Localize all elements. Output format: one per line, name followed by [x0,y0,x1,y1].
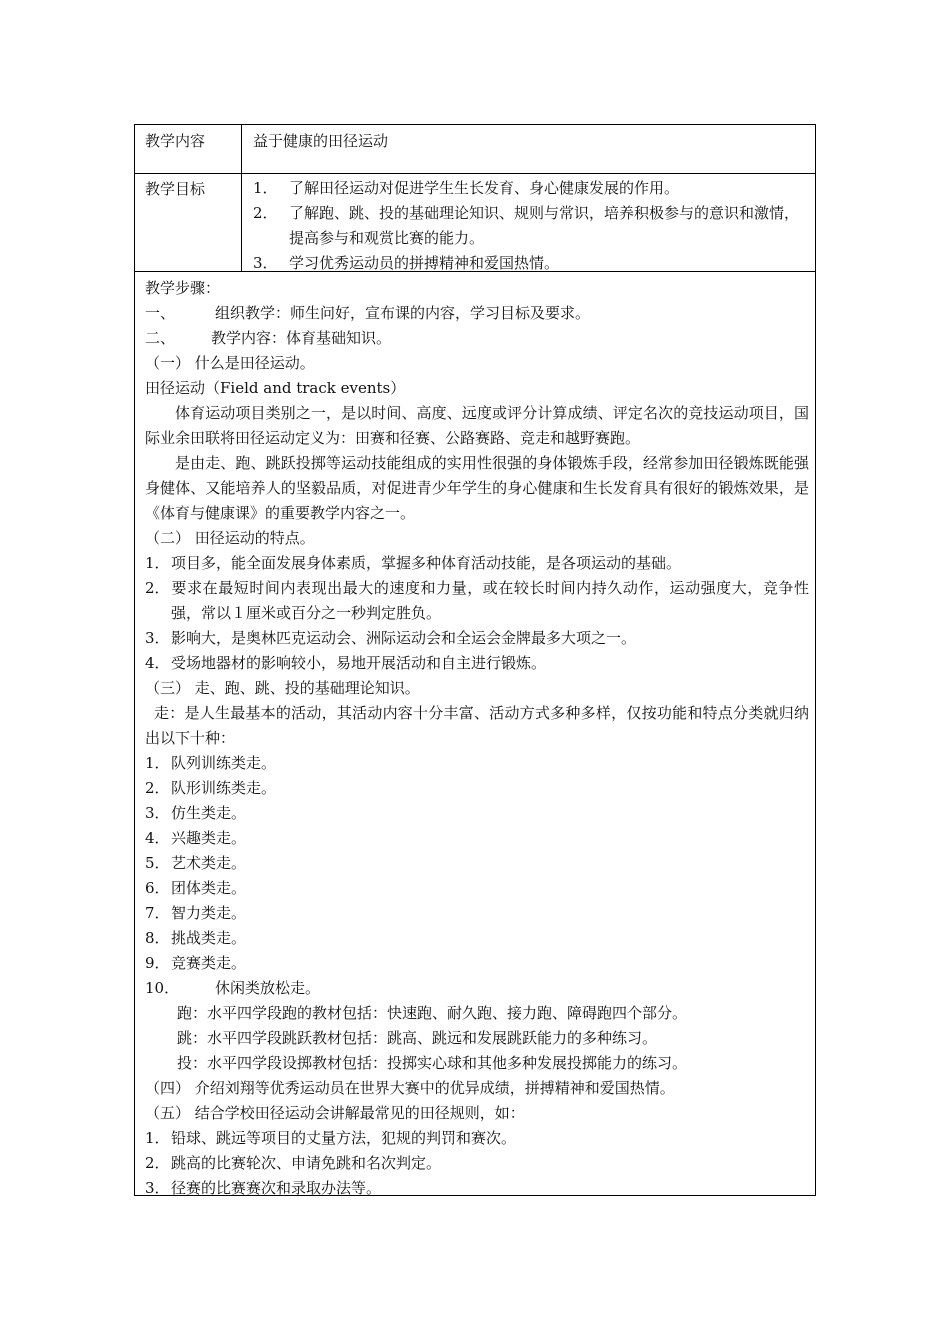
item-number: 3． [145,1179,170,1197]
item-number: 10． [145,979,180,997]
feature-item [145,576,809,626]
content-label: 教学内容 [145,132,206,150]
walk-type [145,801,809,826]
item-text: 要求在最短时间内表现出最大的速度和力量，或在较长时间内持久动作，运动强度大，竞争性强，常以１厘米或百分之一秒判定胜负。 [171,579,809,622]
item-text: 休闲类放松走。 [215,979,321,997]
item-text: 受场地器材的影响较小，易地开展活动和自主进行锻炼。 [171,654,547,672]
item-text: 铅球、跳远等项目的丈量方法，犯规的判罚和赛次。 [171,1129,517,1147]
item-text: 影响大，是奥林匹克运动会、洲际运动会和全运会金牌最多大项之一。 [171,629,637,647]
item-text: 团体类走。 [171,879,247,897]
feature-item [145,551,809,576]
part-text: 教学内容：体育基础知识。 [211,329,392,347]
item-text: 队形训练类走。 [171,779,277,797]
part-number: 一、 [145,304,176,322]
goals-list [253,176,809,276]
walk-type [145,776,809,801]
goals-label: 教学目标 [145,180,206,198]
item-text: 挑战类走。 [171,929,247,947]
jump-line: 跳：水平四学段跳跃教材包括：跳高、跳远和发展跳跃能力的多种练习。 [177,1029,658,1047]
content-value: 益于健康的田径运动 [253,132,389,150]
rule-item [145,1176,809,1201]
item-text: 项目多，能全面发展身体素质，掌握多种体育活动技能，是各项运动的基础。 [171,554,682,572]
goal-text: 了解田径运动对促进学生生长发育、身心健康发展的作用。 [289,179,680,197]
item-number: 6． [145,879,170,897]
walk-intro: 走：是人生最基本的活动，其活动内容十分丰富、活动方式多种多样，仅按功能和特点分类就归纳出以下十种： [145,704,809,747]
content-row [135,125,815,174]
run-line: 跑：水平四学段跑的教材包括：快速跑、耐久跑、接力跑、障碍跑四个部分。 [177,1004,688,1022]
item-number: 3． [145,804,170,822]
item-text: 仿生类走。 [171,804,247,822]
item-text: 智力类走。 [171,904,247,922]
steps-row [135,271,815,1195]
section-heading: （二） 田径运动的特点。 [145,529,315,547]
walk-type [145,926,809,951]
paragraph: 体育运动项目类别之一，是以时间、高度、远度或评分计算成绩、评定名次的竞技运动项目，国际业余田联将田径运动定义为：田赛和径赛、公路赛路、竞走和越野赛跑。 [145,404,809,447]
term-heading: 田径运动（Field and track events） [145,379,406,397]
paragraph: 是由走、跑、跳跃投掷等运动技能组成的实用性很强的身体锻炼手段，经常参加田径锻炼既能强身健体、又能培养人的坚毅品质，对促进青少年学生的身心健康和生长发育具有很好的锻炼效果，是《体育与健康课》的重要教学内容之一。 [145,454,809,522]
item-number: 1． [145,1129,170,1147]
lesson-plan-table [134,124,816,1196]
part-text: 组织教学：师生问好，宣布课的内容，学习目标及要求。 [215,304,591,322]
section-heading: （五） 结合学校田径运动会讲解最常见的田径规则，如： [145,1104,525,1122]
item-text: 艺术类走。 [171,854,247,872]
steps-body [145,276,809,1201]
section-heading: （四） 介绍刘翔等优秀运动员在世界大赛中的优异成绩，拼搏精神和爱国热情。 [145,1079,675,1097]
item-number: 2． [145,1154,170,1172]
item-text: 竞赛类走。 [171,954,247,972]
item-number: 2． [145,779,170,797]
section-heading: （三） 走、跑、跳、投的基础理论知识。 [145,679,420,697]
feature-item [145,626,809,651]
item-number: 7． [145,904,170,922]
section-heading: （一） 什么是田径运动。 [145,354,315,372]
item-number: 1． [145,754,170,772]
walk-type [145,826,809,851]
walk-type [145,901,809,926]
rule-item [145,1151,809,1176]
item-number: 4． [145,654,170,672]
item-text: 径赛的比赛赛次和录取办法等。 [171,1179,382,1197]
item-number: 9． [145,954,170,972]
item-number: 1． [145,554,170,572]
walk-type [145,951,809,976]
walk-type [145,976,809,1001]
part-two [145,326,809,351]
steps-title: 教学步骤： [145,279,221,297]
item-number: 5． [145,854,170,872]
goal-text: 学习优秀运动员的拼搏精神和爱国热情。 [289,254,560,272]
goal-number: 1． [253,179,278,197]
item-number: 8． [145,929,170,947]
walk-type [145,751,809,776]
item-text: 跳高的比赛轮次、申请免跳和名次判定。 [171,1154,442,1172]
walk-type [145,851,809,876]
goals-row [135,173,815,272]
part-number: 二、 [145,329,176,347]
feature-item [145,651,809,676]
goal-item [253,176,809,201]
item-text: 队列训练类走。 [171,754,277,772]
goal-number: 2． [253,204,278,222]
rule-item [145,1126,809,1151]
item-number: 3． [145,629,170,647]
goal-item [253,201,809,251]
walk-type [145,876,809,901]
item-number: 2． [145,579,170,597]
item-text: 兴趣类走。 [171,829,247,847]
goal-number: 3． [253,254,278,272]
item-number: 4． [145,829,170,847]
part-one [145,301,809,326]
goal-text: 了解跑、跳、投的基础理论知识、规则与常识，培养积极参与的意识和激情，提高参与和观赏比赛的能力。 [289,204,800,247]
throw-line: 投：水平四学段设掷教材包括：投掷实心球和其他多种发展投掷能力的练习。 [177,1054,688,1072]
